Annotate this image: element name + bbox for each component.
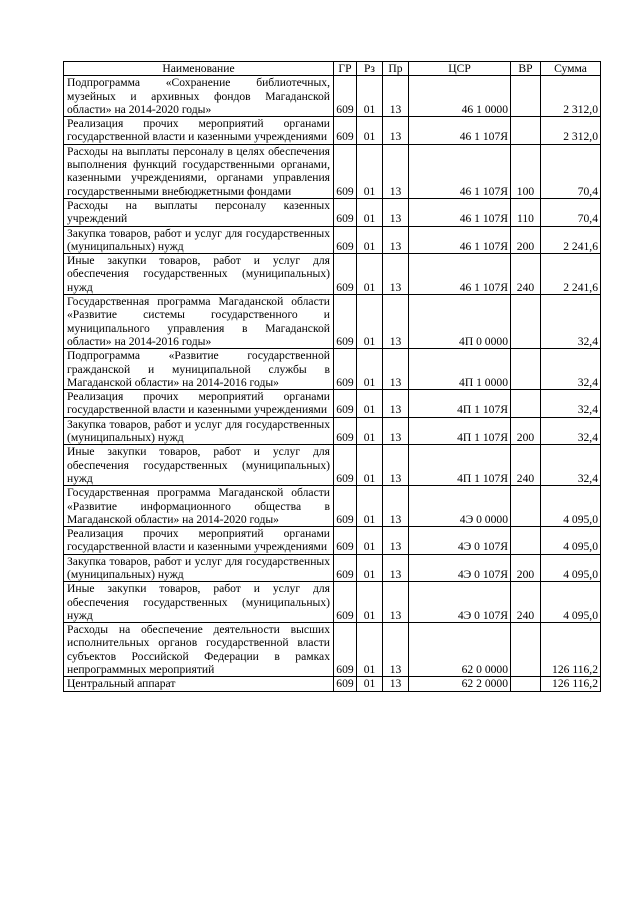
cell-csr: 4П 1 107Я <box>409 390 511 418</box>
cell-csr: 46 1 107Я <box>409 144 511 198</box>
cell-name: Расходы на обеспечение деятельности высших исполнительных органов государственной власти субъектов Российской Федерации в рамках непрограммных мероприятий <box>64 623 334 677</box>
cell-rz: 01 <box>357 417 383 445</box>
cell-name: Государственная программа Магаданской области «Развитие информационного общества в Магаданской области» на 2014-2020 годы» <box>64 486 334 527</box>
cell-csr: 4П 1 107Я <box>409 417 511 445</box>
cell-rz: 01 <box>357 349 383 390</box>
header-row <box>64 62 601 76</box>
cell-pr: 13 <box>383 677 409 691</box>
cell-name: Расходы на выплаты персоналу в целях обеспечения выполнения функций государственными органами, казенными учреждениями, органами управления государственными внебюджетными фондами <box>64 144 334 198</box>
cell-csr: 4Э 0 107Я <box>409 582 511 623</box>
cell-csr: 46 1 107Я <box>409 226 511 254</box>
cell-sum: 32,4 <box>541 295 601 349</box>
cell-gr: 609 <box>334 677 357 691</box>
table-row <box>64 76 601 117</box>
cell-vr <box>511 623 541 677</box>
cell-gr: 609 <box>334 554 357 582</box>
table-row <box>64 623 601 677</box>
cell-name: Закупка товаров, работ и услуг для государственных (муниципальных) нужд <box>64 554 334 582</box>
cell-pr: 13 <box>383 445 409 486</box>
cell-pr: 13 <box>383 582 409 623</box>
cell-pr: 13 <box>383 486 409 527</box>
cell-csr: 62 2 0000 <box>409 677 511 691</box>
cell-csr: 4Э 0 0000 <box>409 486 511 527</box>
cell-gr: 609 <box>334 117 357 145</box>
cell-name: Государственная программа Магаданской области «Развитие системы государственного и муниципального управления в Магаданской области» на 2014-2016 годы» <box>64 295 334 349</box>
cell-sum: 126 116,2 <box>541 677 601 691</box>
cell-name: Иные закупки товаров, работ и услуг для обеспечения государственных (муниципальных) нужд <box>64 254 334 295</box>
cell-gr: 609 <box>334 226 357 254</box>
cell-vr: 100 <box>511 144 541 198</box>
table-row <box>64 390 601 418</box>
cell-pr: 13 <box>383 144 409 198</box>
cell-name: Подпрограмма «Сохранение библиотечных, музейных и архивных фондов Магаданской области» на 2014-2020 годы» <box>64 76 334 117</box>
cell-gr: 609 <box>334 623 357 677</box>
cell-rz: 01 <box>357 144 383 198</box>
table-row <box>64 226 601 254</box>
cell-name: Закупка товаров, работ и услуг для государственных (муниципальных) нужд <box>64 417 334 445</box>
cell-name: Центральный аппарат <box>64 677 334 691</box>
cell-csr: 4П 0 0000 <box>409 295 511 349</box>
cell-rz: 01 <box>357 254 383 295</box>
table-row <box>64 445 601 486</box>
cell-csr: 46 1 107Я <box>409 198 511 226</box>
cell-sum: 4 095,0 <box>541 527 601 555</box>
cell-rz: 01 <box>357 295 383 349</box>
cell-gr: 609 <box>334 349 357 390</box>
cell-sum: 2 241,6 <box>541 226 601 254</box>
cell-sum: 70,4 <box>541 144 601 198</box>
budget-table <box>63 61 601 692</box>
header-vr: ВР <box>511 62 541 76</box>
cell-pr: 13 <box>383 349 409 390</box>
cell-pr: 13 <box>383 623 409 677</box>
cell-pr: 13 <box>383 554 409 582</box>
cell-vr <box>511 117 541 145</box>
cell-sum: 2 241,6 <box>541 254 601 295</box>
table-body <box>64 76 601 691</box>
cell-sum: 32,4 <box>541 417 601 445</box>
cell-vr: 200 <box>511 417 541 445</box>
cell-vr <box>511 349 541 390</box>
cell-vr <box>511 527 541 555</box>
cell-rz: 01 <box>357 445 383 486</box>
table-row <box>64 295 601 349</box>
table-row <box>64 527 601 555</box>
cell-name: Реализация прочих мероприятий органами государственной власти и казенными учреждениями <box>64 527 334 555</box>
cell-pr: 13 <box>383 76 409 117</box>
cell-sum: 32,4 <box>541 349 601 390</box>
cell-vr <box>511 677 541 691</box>
cell-pr: 13 <box>383 527 409 555</box>
cell-gr: 609 <box>334 198 357 226</box>
cell-name: Иные закупки товаров, работ и услуг для обеспечения государственных (муниципальных) нужд <box>64 445 334 486</box>
header-rz: Рз <box>357 62 383 76</box>
cell-sum: 126 116,2 <box>541 623 601 677</box>
cell-vr: 200 <box>511 226 541 254</box>
cell-pr: 13 <box>383 295 409 349</box>
table-row <box>64 677 601 691</box>
cell-gr: 609 <box>334 390 357 418</box>
table-row <box>64 554 601 582</box>
cell-vr <box>511 486 541 527</box>
cell-rz: 01 <box>357 486 383 527</box>
cell-vr: 200 <box>511 554 541 582</box>
cell-rz: 01 <box>357 677 383 691</box>
cell-vr <box>511 295 541 349</box>
cell-vr <box>511 76 541 117</box>
cell-pr: 13 <box>383 254 409 295</box>
table-row <box>64 198 601 226</box>
header-gr: ГР <box>334 62 357 76</box>
cell-gr: 609 <box>334 417 357 445</box>
table-row <box>64 349 601 390</box>
cell-rz: 01 <box>357 76 383 117</box>
cell-csr: 46 1 107Я <box>409 254 511 295</box>
cell-vr: 110 <box>511 198 541 226</box>
cell-sum: 70,4 <box>541 198 601 226</box>
table-row <box>64 486 601 527</box>
cell-sum: 32,4 <box>541 390 601 418</box>
cell-csr: 4Э 0 107Я <box>409 527 511 555</box>
cell-name: Иные закупки товаров, работ и услуг для обеспечения государственных (муниципальных) нужд <box>64 582 334 623</box>
table-row <box>64 117 601 145</box>
cell-name: Подпрограмма «Развитие государственной гражданской и муниципальной службы в Магаданской области» на 2014-2016 годы» <box>64 349 334 390</box>
cell-sum: 2 312,0 <box>541 76 601 117</box>
header-sum: Сумма <box>541 62 601 76</box>
cell-pr: 13 <box>383 117 409 145</box>
table-row <box>64 582 601 623</box>
header-csr: ЦСР <box>409 62 511 76</box>
cell-gr: 609 <box>334 144 357 198</box>
cell-rz: 01 <box>357 527 383 555</box>
cell-gr: 609 <box>334 486 357 527</box>
cell-csr: 62 0 0000 <box>409 623 511 677</box>
cell-rz: 01 <box>357 554 383 582</box>
cell-name: Закупка товаров, работ и услуг для государственных (муниципальных) нужд <box>64 226 334 254</box>
cell-sum: 4 095,0 <box>541 486 601 527</box>
cell-csr: 4П 1 107Я <box>409 445 511 486</box>
table-row <box>64 254 601 295</box>
cell-pr: 13 <box>383 390 409 418</box>
cell-rz: 01 <box>357 390 383 418</box>
cell-pr: 13 <box>383 198 409 226</box>
cell-csr: 46 1 107Я <box>409 117 511 145</box>
cell-pr: 13 <box>383 417 409 445</box>
cell-vr: 240 <box>511 254 541 295</box>
cell-name: Расходы на выплаты персоналу казенных учреждений <box>64 198 334 226</box>
cell-csr: 4Э 0 107Я <box>409 554 511 582</box>
cell-vr: 240 <box>511 445 541 486</box>
cell-gr: 609 <box>334 527 357 555</box>
cell-sum: 2 312,0 <box>541 117 601 145</box>
cell-vr <box>511 390 541 418</box>
table-row <box>64 144 601 198</box>
cell-rz: 01 <box>357 117 383 145</box>
cell-gr: 609 <box>334 582 357 623</box>
cell-gr: 609 <box>334 445 357 486</box>
cell-rz: 01 <box>357 198 383 226</box>
cell-name: Реализация прочих мероприятий органами государственной власти и казенными учреждениями <box>64 117 334 145</box>
cell-gr: 609 <box>334 76 357 117</box>
cell-rz: 01 <box>357 623 383 677</box>
cell-rz: 01 <box>357 226 383 254</box>
cell-gr: 609 <box>334 295 357 349</box>
cell-name: Реализация прочих мероприятий органами государственной власти и казенными учреждениями <box>64 390 334 418</box>
cell-vr: 240 <box>511 582 541 623</box>
cell-csr: 46 1 0000 <box>409 76 511 117</box>
cell-pr: 13 <box>383 226 409 254</box>
cell-gr: 609 <box>334 254 357 295</box>
table-row <box>64 417 601 445</box>
cell-sum: 4 095,0 <box>541 582 601 623</box>
cell-rz: 01 <box>357 582 383 623</box>
cell-csr: 4П 1 0000 <box>409 349 511 390</box>
header-pr: Пр <box>383 62 409 76</box>
cell-sum: 4 095,0 <box>541 554 601 582</box>
cell-sum: 32,4 <box>541 445 601 486</box>
header-name: Наименование <box>64 62 334 76</box>
